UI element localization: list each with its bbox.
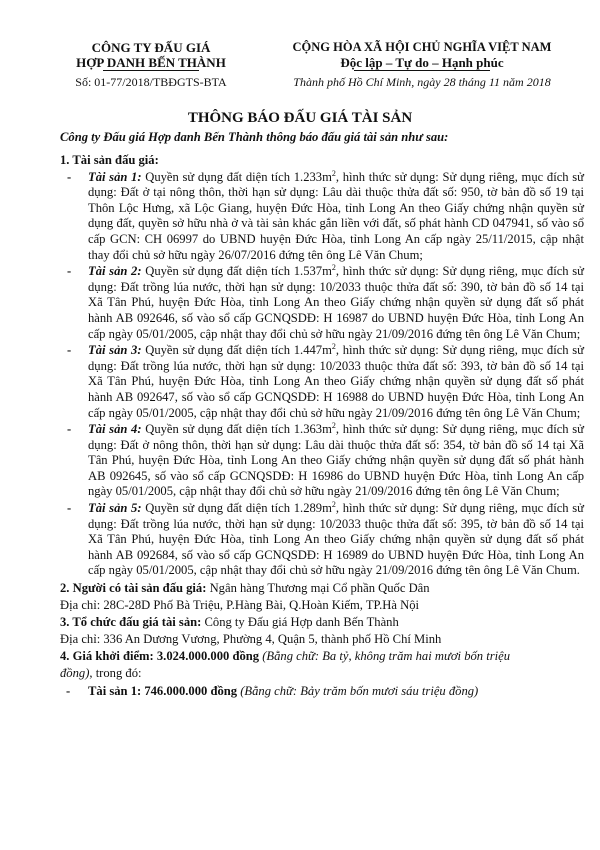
list-dash: - [67, 343, 72, 358]
national-motto: Độc lập – Tự do – Hạnh phúc [340, 55, 504, 70]
area-superscript: 2 [331, 262, 336, 272]
area-superscript: 2 [331, 499, 336, 509]
asset-item [60, 170, 584, 264]
asset-item [60, 501, 584, 579]
document-title: THÔNG BÁO ĐẤU GIÁ TÀI SẢN [187, 110, 413, 126]
asset-item [60, 422, 584, 500]
national-heading-block [272, 40, 572, 89]
asset-label: Tài sản 4: [88, 422, 142, 437]
document-number: Số: 01-77/2018/TBĐGTS-BTA [75, 75, 227, 89]
place-and-date: Thành phố Hồ Chí Minh, ngày 28 tháng 11 năm 2018 [293, 75, 551, 89]
motto-underline [354, 70, 490, 71]
national-title: CỘNG HÒA XÃ HỘI CHỦ NGHĨA VIỆT NAM [292, 40, 552, 54]
asset-text-pre: Quyền sử dụng đất diện tích 1.363m [141, 422, 332, 437]
section-2-value: Ngân hàng Thương mại Cổ phần Quốc Dân [206, 581, 430, 596]
asset-price-label: Tài sản 1: 746.000.000 đồng [88, 683, 238, 698]
section-1-heading: 1. Tài sản đấu giá: [60, 153, 159, 167]
asset-text-post: , hình thức sử dụng: Sử dụng riêng, mục đích sử dụng: Đất trồng lúa nước, thời hạn sử dụng: 10/2033 thuộc thửa đất số: 390, tờ bản đồ số 14 tại Xã Tân Phú, huyện Đức Hòa, tỉnh Long An theo Giấy chứng nhận quyền sử dụng đất số phát hành AB 092646, số vào sổ cấp GCNQSDĐ: H 16987 do UBND huyện Đức Hòa, tỉnh Long An cấp ngày 05/01/2005, cập nhật thay đổi chủ sở hữu ngày 21/09/2016 đứng tên ông Lê Văn Chum; [88, 264, 584, 341]
section-3-address: Địa chỉ: 336 An Dương Vương, Phường 4, Quận 5, thành phố Hồ Chí Minh [60, 631, 442, 646]
asset-text-pre: Quyền sử dụng đất diện tích 1.233m [141, 169, 332, 184]
starting-price-tail: , trong đó: [89, 666, 142, 680]
asset-text-pre: Quyền sử dụng đất diện tích 1.447m [141, 343, 332, 358]
asset-text-pre: Quyền sử dụng đất diện tích 1.537m [141, 264, 332, 279]
section-4-heading [60, 649, 584, 665]
list-dash: - [67, 422, 72, 437]
document-body [60, 151, 584, 699]
document-header [0, 40, 600, 120]
asset-price-words: (Bằng chữ: Bảy trăm bốn mươi sáu triệu đồng) [237, 683, 479, 698]
starting-price-label: 4. Giá khởi điểm: 3.024.000.000 đồng [60, 649, 260, 664]
section-3-label: 3. Tổ chức đấu giá tài sản: [60, 615, 202, 630]
asset-label: Tài sản 2: [88, 264, 142, 279]
section-2-address: Địa chỉ: 28C-28D Phố Bà Triệu, P.Hàng Bài, Q.Hoàn Kiếm, TP.Hà Nội [60, 597, 420, 612]
issuer-block [60, 40, 242, 89]
asset-label: Tài sản 1: [88, 169, 142, 184]
asset-text-post: , hình thức sử dụng: Sử dụng riêng, mục đích sử dụng: Đất ở nông thôn, thời hạn sử dụng: Lâu dài thuộc thửa đất số: 354, tờ bản đồ số 14 tại Xã Tân Phú, huyện Đức Hòa, tỉnh Long An theo Giấy chứng nhận quyền sử dụng đất số phát hành AB 092645, số vào sổ cấp GCNQSDĐ: H 16986 do UBND huyện Đức Hòa, tỉnh Long An cấp ngày 05/01/2005, cập nhật thay đổi chủ sở hữu ngày 21/09/2016 đứng tên ông Lê Văn Chum; [88, 422, 584, 499]
issuer-name-line1: CÔNG TY ĐẤU GIÁ [91, 40, 211, 55]
asset-label: Tài sản 5: [88, 501, 142, 516]
asset-text-pre: Quyền sử dụng đất diện tích 1.289m [141, 501, 332, 516]
asset-item [60, 264, 584, 342]
asset-text-post: , hình thức sử dụng: Sử dụng riêng, mục đích sử dụng: Đất trồng lúa nước, thời hạn sử dụng: 10/2033 thuộc thửa đất số: 393, tờ bản đồ số 14 tại Xã Tân Phú, huyện Đức Hòa, tỉnh Long An theo Giấy chứng nhận quyền sử dụng đất số phát hành AB 092647, số vào sổ cấp GCNQSDĐ: H 16988 do UBND huyện Đức Hòa, tỉnh Long An cấp ngày 05/01/2005, cập nhật thay đổi chủ sở hữu ngày 21/09/2016 đứng tên ông Lê Văn Chum; [88, 343, 584, 420]
issuer-underline [103, 70, 199, 71]
starting-price-words: (Bằng chữ: Ba tỷ, không trăm hai mươi bốn triệu [259, 649, 511, 664]
asset-price-item [60, 684, 584, 700]
list-dash: - [67, 169, 72, 184]
section-2-heading [60, 581, 584, 597]
list-dash: - [67, 264, 72, 279]
section-4-continuation [60, 666, 584, 682]
section-3-value: Công ty Đấu giá Hợp danh Bến Thành [201, 615, 399, 630]
section-3-heading [60, 615, 584, 631]
starting-price-words-end: đồng) [60, 666, 90, 680]
intro-statement: Công ty Đấu giá Hợp danh Bến Thành thông báo đấu giá tài sản như sau: [60, 130, 449, 144]
section-2-label: 2. Người có tài sản đấu giá: [60, 581, 207, 596]
asset-text-post: , hình thức sử dụng: Sử dụng riêng, mục đích sử dụng: Đất trồng lúa nước, thời hạn sử dụng: 10/2033 thuộc thửa đất số: 395, tờ bản đồ số 14 tại Xã Tân Phú, huyện Đức Hòa, tỉnh Long An theo Giấy chứng nhận quyền sử dụng đất số phát hành AB 092684, số vào sổ cấp GCNQSDĐ: H 16989 do UBND huyện Đức Hòa, tỉnh Long An cấp ngày 05/01/2005, cập nhật thay đổi chủ sở hữu ngày 21/09/2016 đứng tên ông Lê Văn Chum. [88, 501, 584, 578]
asset-text-post: , hình thức sử dụng: Sử dụng riêng, mục đích sử dụng: Đất ở tại nông thôn, thời hạn sử dụng: Lâu dài thuộc thửa đất số: 950, tờ bản đồ số 19 tại Thôn Lộc Hưng, xã Lộc Giang, huyện Đức Hòa, tỉnh Long An theo Giấy chứng nhận quyền sử dụng đất, quyền sở hữu nhà ở và tài sản khác gắn liền với đất, số phát hành CD 047941, số vào sổ cấp GCN: CH 06997 do UBND huyện Đức Hòa, tỉnh Long An cấp ngày 25/11/2015, cập nhật thay đổi chủ sở hữu ngày 26/07/2016 đứng tên ông Lê Văn Chum; [88, 169, 584, 262]
list-dash: - [67, 501, 72, 516]
asset-item [60, 343, 584, 421]
area-superscript: 2 [331, 420, 336, 430]
area-superscript: 2 [331, 341, 336, 351]
asset-label: Tài sản 3: [88, 343, 142, 358]
area-superscript: 2 [331, 168, 336, 178]
list-dash: - [66, 683, 71, 698]
issuer-name-line2: HỢP DANH BẾN THÀNH [76, 55, 226, 70]
